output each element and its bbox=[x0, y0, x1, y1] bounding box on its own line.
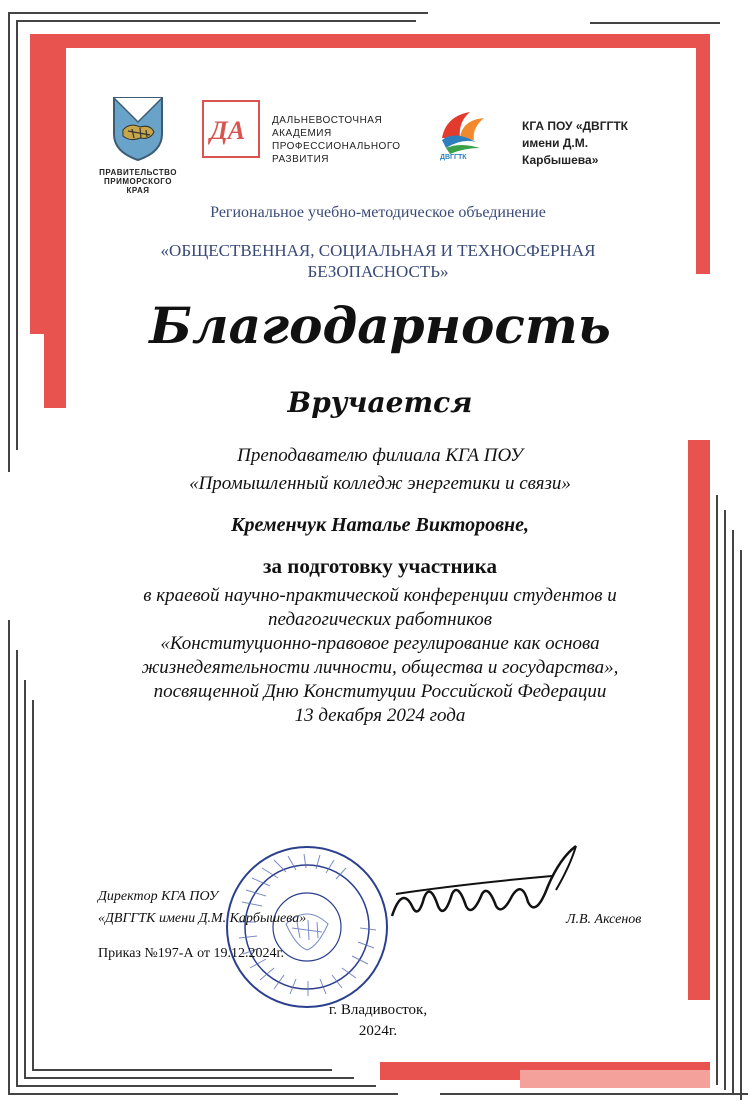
college-line3: Карбышева» bbox=[522, 153, 599, 167]
signature-icon bbox=[372, 836, 602, 946]
college-line2: имени Д.М. bbox=[522, 136, 589, 150]
reason-line6: 13 декабря 2024 года bbox=[294, 705, 466, 726]
academy-line4: РАЗВИТИЯ bbox=[272, 154, 329, 165]
reason-line2: педагогических работников bbox=[267, 609, 492, 630]
recipient-position-line1: Преподавателю филиала КГА ПОУ bbox=[237, 445, 523, 466]
order-number: Приказ №197-А от 19.12.2024г. bbox=[98, 946, 285, 961]
coat-of-arms-icon bbox=[110, 94, 166, 162]
signature-role-line1: Директор КГА ПОУ bbox=[98, 889, 219, 904]
reason-line5: посвященной Дню Конституции Российской Федерации bbox=[153, 681, 607, 702]
college-mark-icon bbox=[436, 108, 490, 166]
certificate-title: Благодарность bbox=[149, 296, 611, 355]
academy-mark-icon bbox=[202, 100, 260, 158]
signature-role-line2: «ДВГГТК имени Д.М. Карбышева» bbox=[98, 911, 307, 926]
reason-line1: в краевой научно-практической конференции студентов и bbox=[143, 585, 617, 606]
signer-name: Л.В. Аксенов bbox=[566, 912, 642, 927]
awarded-label: Вручается bbox=[287, 386, 473, 419]
footer-year: 2024г. bbox=[358, 1023, 398, 1039]
recipient-name: Кременчук Наталье Викторовне, bbox=[230, 514, 530, 536]
recipient-position-line2: «Промышленный колледж энергетики и связи» bbox=[189, 473, 571, 494]
reason-headline: за подготовку участника bbox=[263, 554, 497, 578]
gov-logo bbox=[96, 94, 180, 195]
academy-line2: АКАДЕМИЯ bbox=[272, 128, 332, 139]
org-name-line1: «ОБЩЕСТВЕННАЯ, СОЦИАЛЬНАЯ И ТЕХНОСФЕРНАЯ bbox=[160, 241, 596, 260]
academy-line1: ДАЛЬНЕВОСТОЧНАЯ bbox=[272, 115, 383, 126]
college-line1: КГА ПОУ «ДВГГТК bbox=[522, 119, 628, 133]
academy-line3: ПРОФЕССИОНАЛЬНОГО bbox=[272, 141, 401, 152]
academy-logo bbox=[202, 98, 422, 178]
reason-line3: «Конституционно-правовое регулирование как основа bbox=[160, 633, 600, 654]
academy-mark: ДА bbox=[210, 116, 246, 145]
gov-logo-line2: ПРИМОРСКОГО КРАЯ bbox=[104, 177, 172, 195]
college-mark: ДВГГТК bbox=[440, 154, 467, 161]
gov-logo-line1: ПРАВИТЕЛЬСТВО bbox=[99, 168, 177, 177]
org-name-line2: БЕЗОПАСНОСТЬ» bbox=[307, 262, 449, 281]
org-line: Региональное учебно-методическое объединение bbox=[210, 204, 546, 221]
footer-city: г. Владивосток, bbox=[328, 1002, 428, 1018]
college-logo bbox=[436, 108, 636, 178]
reason-line4: жизнедеятельности личности, общества и государства», bbox=[141, 657, 619, 678]
